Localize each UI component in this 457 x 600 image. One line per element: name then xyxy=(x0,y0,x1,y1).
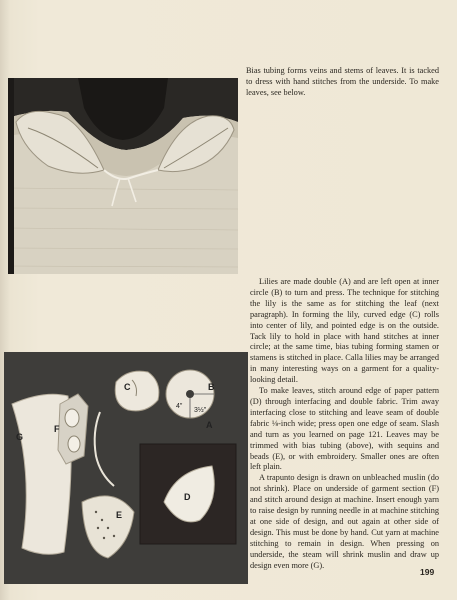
label-dim-width: 4" xyxy=(176,403,183,410)
page-number: 199 xyxy=(420,567,435,577)
label-g: G xyxy=(16,432,24,442)
label-f: F xyxy=(54,424,60,434)
paragraph-trapunto: A trapunto design is drawn on unbleached muslin (do not shrink). Place on underside of garment section (F) and stitch around design at machine. Insert enough yarn to raise design by running needle in at machine stitching at one side of design, and out again at other side of design. This must be done by hand. Cut yarn at machine stitching to remain in design. When pressing on underside, the steam will shrink muslin and draw up design even more (G). xyxy=(250,473,439,570)
paragraph-leaves: To make leaves, stitch around edge of paper pattern (D) through interfacing and double fabric. Trim away interfacing close to stitching and leave seam of double fabric ⅛-inch wide; press open one edge of seam. Slash and turn as you learned on page 121. Leaves may be trimmed with bias tubing (above), with sequins and beads (E), or with embroidery. Smaller ones are often left plain. xyxy=(250,386,439,472)
label-c: C xyxy=(124,382,131,392)
label-a: A xyxy=(206,420,213,430)
caption-text: Bias tubing forms veins and stems of leaves. It is tacked to dress with hand stitches from the underside. To make leaves, see below. xyxy=(246,66,439,97)
top-photo-caption xyxy=(246,66,439,99)
fabric-pieces-photo xyxy=(4,352,248,584)
dress-neckline-photo xyxy=(8,78,238,274)
label-dim-height: 3½" xyxy=(194,407,207,414)
label-e: E xyxy=(116,510,123,520)
body-text-column xyxy=(250,277,439,571)
label-b: B xyxy=(208,382,215,392)
label-d: D xyxy=(184,492,191,502)
paragraph-lilies: Lilies are made double (A) and are left open at inner circle (B) to turn and press. The technique for stitching the lily is the same as for stitching the leaf (next paragraph). In forming the lily, curved edge (C) rolls into center of lily, and pointed edge is on the outside. Tack lily to hold in place with hand stitches at inner circle; at the same time, bias tubing forming stamen or stamens is stitched in place. Calla lilies may be arranged in many interesting ways on a garment for a quality-looking detail. xyxy=(250,277,439,385)
